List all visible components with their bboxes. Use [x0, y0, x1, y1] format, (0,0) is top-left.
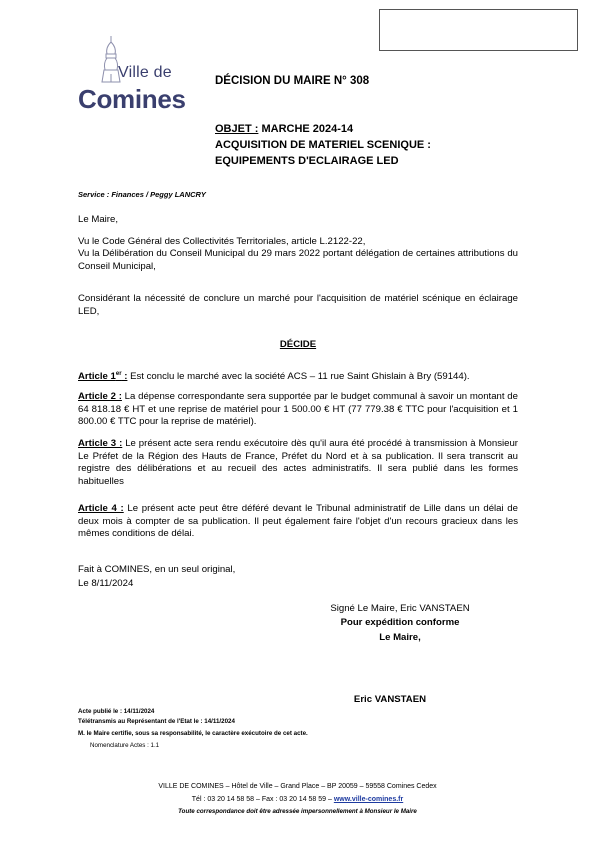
objet-line3: EQUIPEMENTS D'ECLAIRAGE LED: [215, 155, 399, 167]
footer-address: VILLE DE COMINES – Hôtel de Ville – Grand Place – BP 20059 – 59558 Comines Cedex: [158, 783, 437, 790]
article-2: [78, 391, 518, 429]
article-3-text: Le présent acte sera rendu exécutoire dès qu'il aura été procédé à transmission à Monsieur Le Préfet de la Région des Hauts de France, Préfet du Nord et à sa publication. Il sera transcrit au registre des délibérations et au recueil des actes administratifs. Il sera publié dans les formes habituelles: [78, 438, 518, 488]
teletransmission-date: Télétransmis au Représentant de l'Etat le : 14/11/2024: [78, 718, 235, 725]
nomenclature: Nomenclature Actes : 1.1: [90, 742, 160, 749]
service-line: Service : Finances / Peggy LANCRY: [78, 190, 206, 199]
considerant: Considérant la nécessité de conclure un marché pour l'acquisition de matériel scénique en éclairage LED,: [78, 293, 518, 317]
article-1: [78, 368, 518, 384]
objet-block: [215, 121, 431, 169]
signature-expedition: Pour expédition conforme: [340, 617, 460, 628]
article-4: [78, 503, 518, 541]
date-line: Le 8/11/2024: [78, 578, 134, 589]
article-1-label: Article 1er :: [78, 371, 128, 383]
stamp-box: [379, 9, 578, 51]
footer-note: Toute correspondance doit être adressée impersonnellement à Monsieur le Maire: [178, 808, 417, 815]
vu-deliberation: Vu la Délibération du Conseil Municipal du 29 mars 2022 portant délégation de certaines attributions du Conseil Municipal,: [78, 248, 518, 272]
article-1-text: Est conclu le marché avec la société ACS – 11 rue Saint Ghislain à Bry (59144).: [127, 371, 470, 383]
article-2-label: Article 2 :: [78, 391, 122, 402]
fait-a: Fait à COMINES, en un seul original,: [78, 564, 236, 575]
article-2-text: La dépense correspondante sera supportée par le budget communal à savoir un montant de 64 818.18 € HT et une reprise de matériel pour 1 500.00 € HT (77 779.38 € TTC pour l'acquisition et 1 800.00 € TTC pour la reprise de matériel).: [78, 391, 518, 428]
decision-title: DÉCISION DU MAIRE N° 308: [215, 75, 370, 87]
logo-line2: Comines: [78, 84, 186, 114]
city-logo: [78, 36, 198, 116]
objet-line2: ACQUISITION DE MATERIEL SCENIQUE :: [215, 139, 431, 151]
publication-date: Acte publié le : 14/11/2024: [78, 708, 155, 715]
signature-maire: Le Maire,: [379, 632, 421, 643]
vu-code: Vu le Code Général des Collectivités Territoriales, article L.2122-22,: [78, 236, 366, 247]
executoire-certification: M. le Maire certifie, sous sa responsabilité, le caractère exécutoire de cet acte.: [78, 730, 308, 737]
objet-label: OBJET :: [215, 123, 259, 135]
footer-phone: Tél : 03 20 14 58 58 – Fax : 03 20 14 58 59 –: [191, 796, 334, 803]
objet-line1: MARCHE 2024-14: [258, 123, 354, 135]
article-3: [78, 438, 518, 489]
article-4-text: Le présent acte peut être déféré devant le Tribunal administratif de Lille dans un délai de deux mois à compter de sa publication. Il peut également faire l'objet d'un recours gracieux dans les mêmes conditions de délai.: [78, 503, 518, 540]
decide-heading: DÉCIDE: [279, 339, 317, 350]
logo-line1: Ville de: [118, 64, 172, 81]
website-link[interactable]: www.ville-comines.fr: [333, 796, 404, 803]
footer-contact: [0, 795, 595, 805]
signature-name: Eric VANSTAEN: [353, 694, 427, 705]
article-4-label: Article 4 :: [78, 503, 124, 514]
article-3-label: Article 3 :: [78, 438, 123, 449]
signature-signed: Signé Le Maire, Eric VANSTAEN: [330, 603, 470, 614]
greeting: Le Maire,: [78, 214, 118, 225]
